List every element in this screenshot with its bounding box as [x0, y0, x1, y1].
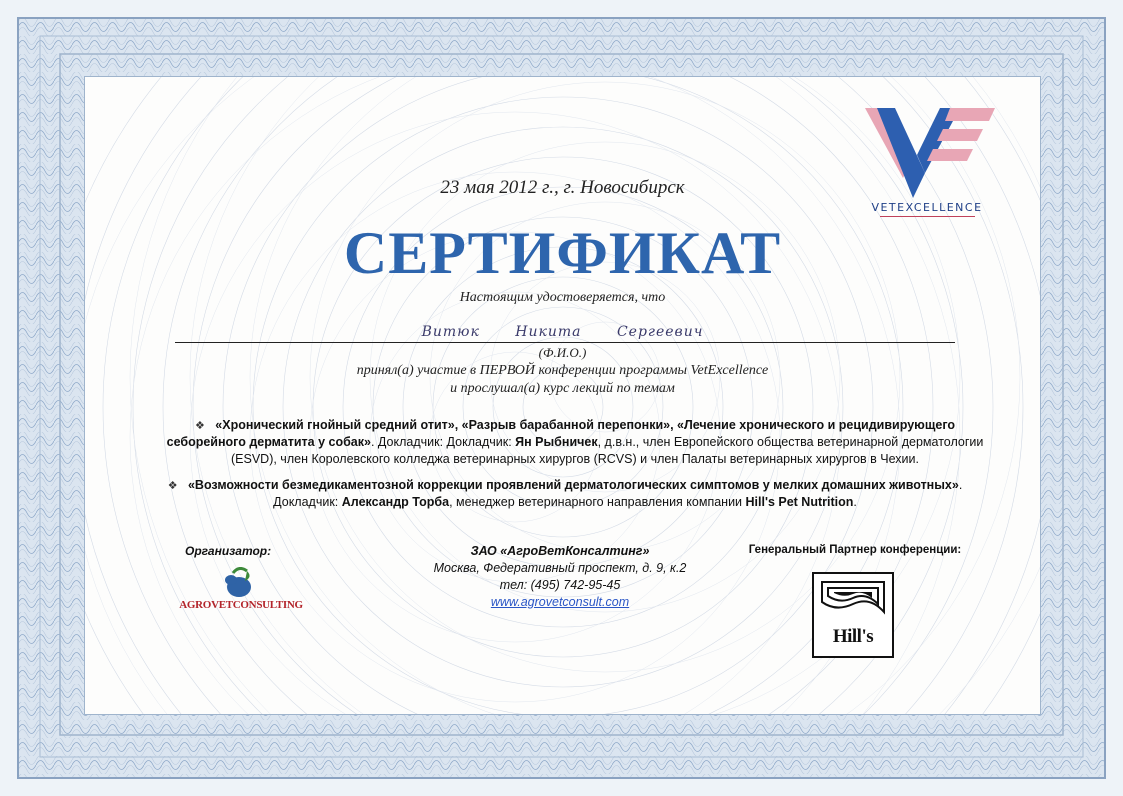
hills-logo-text: Hill's: [832, 626, 874, 647]
date-place: 23 мая 2012 г., г. Новосибирск: [440, 177, 685, 198]
topic-title: «Возможности безмедикаментозной коррекции проявлений дерматологических симптомов у мелких домашних животных»: [187, 478, 959, 492]
participation-text: [85, 362, 1040, 398]
speaker-prefix: . Докладчик: Докладчик:: [370, 435, 516, 449]
speaker-details: , менеджер ветеринарного направления компании: [449, 495, 746, 509]
participation-line-2: и прослушал(а) курс лекций по темам: [450, 381, 675, 396]
certificate-title: СЕРТИФИКАТ: [343, 220, 782, 286]
speaker-prefix: . Докладчик:: [273, 478, 963, 509]
topic-title: «Хронический гнойный средний отит», «Разрыв барабанной перепонки», «Лечение хронического и рецидивирующего себорейного дерматита у собак»: [166, 418, 955, 449]
organizer-contacts: [385, 543, 735, 611]
vetexcellence-underline: [880, 216, 975, 217]
recipient-name: Витюк Никита Сергеевич: [421, 324, 704, 340]
speaker-details: , д.в.н., член Европейского общества ветеринарной дерматологии (ESVD), член Королевского колледжа ветеринарных хирургов (RCVS) и член Палаты ветеринарных хирургов в Чехии.: [231, 435, 984, 466]
speaker-name: Ян Рыбничек: [515, 435, 598, 449]
vetexcellence-logo-text: VETEXCELLENCE: [871, 201, 983, 214]
certify-line: Настоящим удостоверяется, что: [459, 290, 666, 305]
certificate-body: [84, 76, 1041, 715]
partner-label: Генеральный Партнер конференции:: [748, 544, 962, 556]
organizer-label: Организатор:: [185, 544, 272, 558]
partner-company-name: Hill's Pet Nutrition: [745, 495, 854, 509]
company-phone: тел: (495) 742-95-45: [499, 578, 621, 592]
agrovetconsulting-logo-text: AGROVETCONSULTING: [179, 599, 303, 611]
company-address: Москва, Федеративный проспект, д. 9, к.2: [433, 561, 687, 575]
topic-item-1: [165, 417, 985, 468]
hills-logo: [812, 572, 894, 658]
topic-item-2: [145, 477, 985, 511]
participation-line-1: принял(а) участие в ПЕРВОЙ конференции программы VetExcellence: [356, 363, 769, 378]
name-underline: [175, 342, 955, 343]
company-name: ЗАО «АгроВетКонсалтинг»: [470, 544, 650, 558]
fio-caption: (Ф.И.О.): [538, 345, 587, 360]
company-website-link[interactable]: www.agrovetconsult.com: [490, 595, 630, 609]
hills-emblem-icon: [814, 574, 892, 626]
diamond-bullet-icon: ❖: [195, 419, 205, 432]
speaker-suffix: .: [853, 495, 857, 509]
speaker-name: Александр Торба: [341, 495, 450, 509]
diamond-bullet-icon: ❖: [167, 479, 178, 492]
